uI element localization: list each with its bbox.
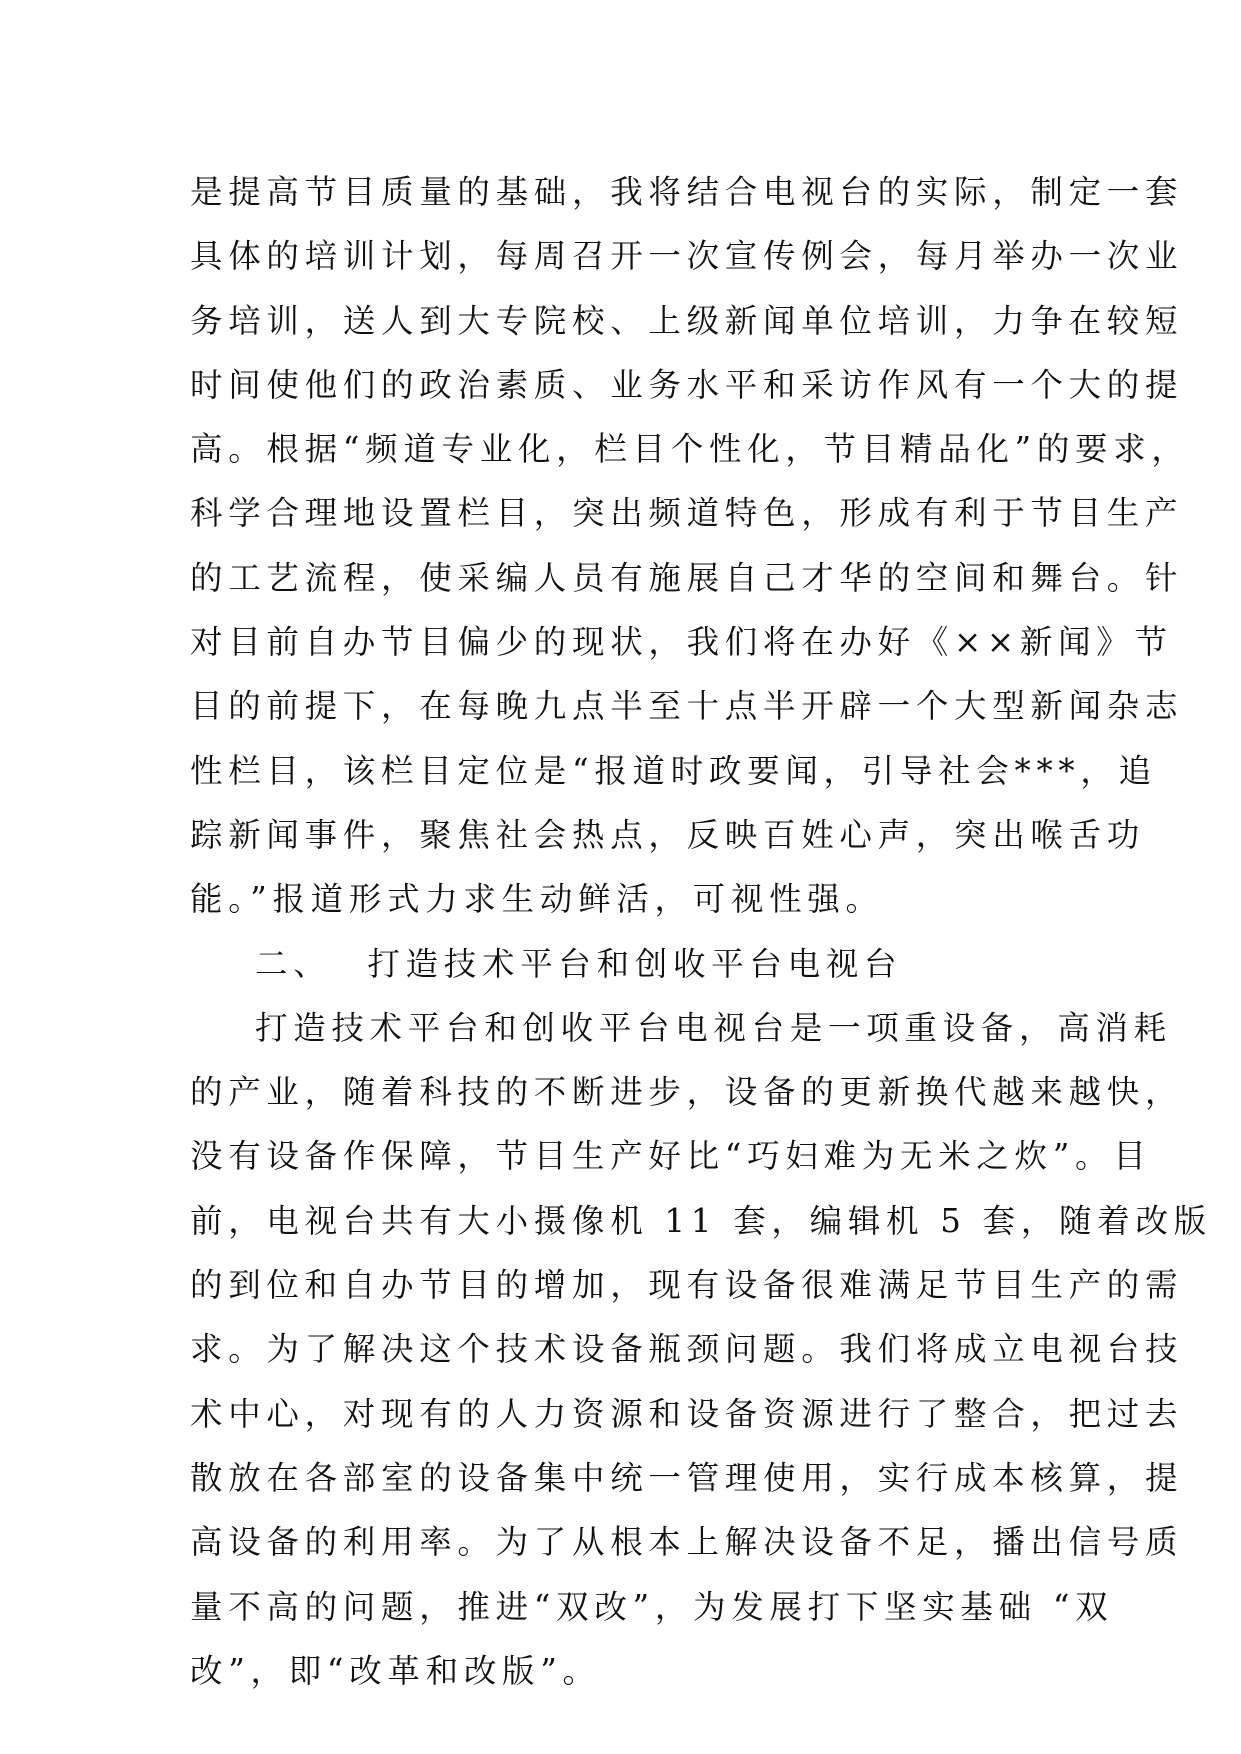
text-line: 求。为了解决这个技术设备瓶颈问题。我们将成立电视台技	[190, 1330, 1184, 1369]
text-line: 踪新闻事件，聚焦社会热点，反映百姓心声，突出喉舌功	[190, 815, 1146, 854]
text-line: 打造技术平台和创收平台电视台是一项重设备，高消耗	[255, 1008, 1172, 1047]
section-number: 二、	[255, 944, 332, 983]
text-line: 改”，即“改革和改版”。	[190, 1651, 601, 1690]
text-line: 的产业，随着科技的不断进步，设备的更新换代越来越快，	[190, 1073, 1184, 1112]
text-line: 科学合理地设置栏目，突出频道特色，形成有利于节目生产	[190, 494, 1184, 533]
text-line: 具体的培训计划，每周召开一次宣传例会，每月举办一次业	[190, 237, 1184, 276]
text-line: 散放在各部室的设备集中统一管理使用，实行成本核算，提	[190, 1458, 1184, 1497]
paragraph	[190, 996, 1212, 1703]
text-line: 对目前自办节目偏少的现状，我们将在办好《××新闻》节	[190, 623, 1173, 662]
text-line: 术中心，对现有的人力资源和设备资源进行了整合，把过去	[190, 1394, 1184, 1433]
text-line: 的工艺流程，使采编人员有施展自己才华的空间和舞台。针	[190, 558, 1184, 597]
text-line: 性栏目，该栏目定位是“报道时政要闻，引导社会***，追	[190, 751, 1157, 790]
text-line: 目的前提下，在每晚九点半至十点半开辟一个大型新闻杂志	[190, 687, 1184, 726]
text-line: 时间使他们的政治素质、业务水平和采访作风有一个大的提	[190, 365, 1184, 404]
text-line: 的到位和自办节目的增加，现有设备很难满足节目生产的需	[190, 1266, 1184, 1305]
text-line: 量不高的问题，推进“双改”，为发展打下坚实基础 “双	[190, 1587, 1114, 1626]
text-line: 没有设备作保障，节目生产好比“巧妇难为无米之炊”。目	[190, 1137, 1152, 1176]
text-line: 务培训，送人到大专院校、上级新闻单位培训，力争在较短	[190, 301, 1184, 340]
text-line: 前，电视台共有大小摄像机 11 套，编辑机 5 套，随着改版	[190, 1201, 1212, 1240]
text-line: 是提高节目质量的基础，我将结合电视台的实际，制定一套	[190, 173, 1184, 211]
text-line: 高。根据“频道专业化，栏目个性化，节目精品化”的要求，	[190, 430, 1190, 469]
document-body	[190, 160, 1212, 1703]
paragraph-continued	[190, 160, 1190, 932]
text-line: 能。”报道形式力求生动鲜活，可视性强。	[190, 880, 884, 919]
section-heading	[190, 932, 1050, 996]
text-line: 高设备的利用率。为了从根本上解决设备不足，播出信号质	[190, 1523, 1184, 1562]
section-title: 打造技术平台和创收平台电视台	[367, 944, 903, 983]
